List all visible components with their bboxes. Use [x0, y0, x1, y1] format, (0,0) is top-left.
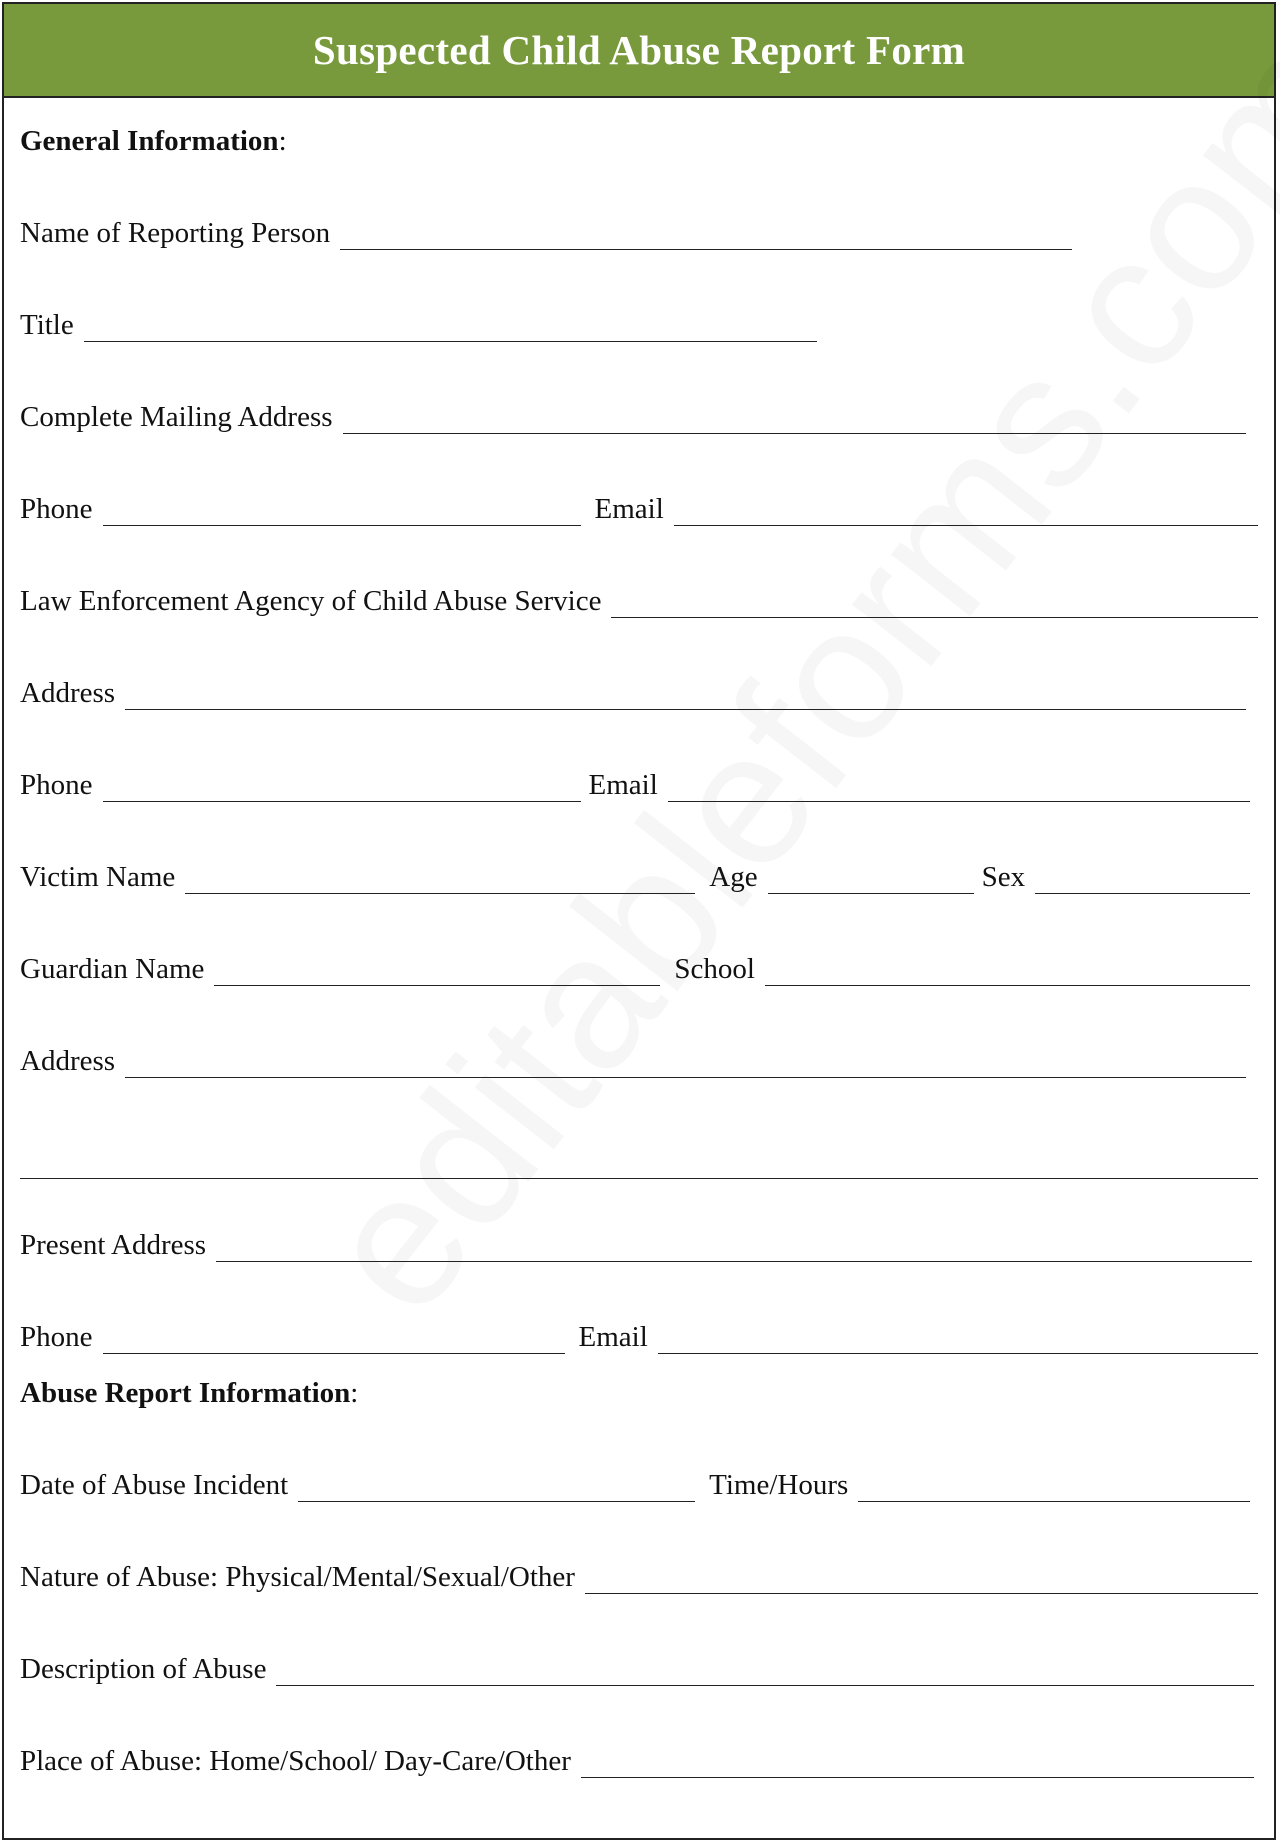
- agency-field[interactable]: [611, 595, 1258, 618]
- form-frame: [2, 2, 1276, 1840]
- guardian-address-label: Address: [20, 1045, 116, 1077]
- mailing-address-label: Complete Mailing Address: [20, 401, 333, 433]
- age-field[interactable]: [768, 871, 974, 894]
- watermark: [279, 273, 1190, 1353]
- incident-date-label: Date of Abuse Incident: [20, 1469, 289, 1501]
- description-field[interactable]: [276, 1663, 1254, 1686]
- form-title: Suspected Child Abuse Report Form: [312, 27, 966, 73]
- general-heading-colon: :: [278, 125, 287, 157]
- reporter-phone-field[interactable]: [103, 503, 581, 526]
- time-hours-field[interactable]: [858, 1479, 1250, 1502]
- age-label: Age: [709, 861, 758, 893]
- title-row: [20, 296, 1258, 340]
- reporter-phone-label: Phone: [20, 493, 93, 525]
- agency-address-row: [20, 664, 1258, 708]
- sex-field[interactable]: [1035, 871, 1250, 894]
- agency-phone-field[interactable]: [103, 779, 581, 802]
- guardian-address-row: [20, 1032, 1258, 1076]
- present-phone-field[interactable]: [103, 1331, 565, 1354]
- present-phone-label: Phone: [20, 1321, 93, 1353]
- description-label: Description of Abuse: [20, 1653, 267, 1685]
- time-hours-label: Time/Hours: [709, 1469, 849, 1501]
- guardian-row: [20, 940, 1258, 984]
- present-contact-row: [20, 1308, 1258, 1352]
- victim-name-field[interactable]: [185, 871, 695, 894]
- title-label: Title: [20, 309, 74, 341]
- place-field[interactable]: [581, 1755, 1254, 1778]
- description-row: [20, 1640, 1258, 1684]
- victim-name-label: Victim Name: [20, 861, 176, 893]
- agency-email-label: Email: [588, 769, 658, 801]
- abuse-heading-row: [20, 1364, 1258, 1408]
- agency-email-field[interactable]: [668, 779, 1250, 802]
- incident-date-field[interactable]: [298, 1479, 695, 1502]
- present-email-field[interactable]: [658, 1331, 1258, 1354]
- address-continuation-line[interactable]: [20, 1178, 1258, 1179]
- incident-row: [20, 1456, 1258, 1500]
- agency-address-label: Address: [20, 677, 116, 709]
- school-field[interactable]: [765, 963, 1250, 986]
- reporting-person-label: Name of Reporting Person: [20, 217, 331, 249]
- agency-phone-label: Phone: [20, 769, 93, 801]
- nature-label: Nature of Abuse: Physical/Mental/Sexual/Other: [20, 1561, 575, 1593]
- place-row: [20, 1732, 1258, 1776]
- abuse-heading: Abuse Report Information: [20, 1377, 351, 1409]
- mailing-address-field[interactable]: [343, 411, 1246, 434]
- reporter-email-label: Email: [594, 493, 664, 525]
- general-heading: General Information: [20, 125, 279, 157]
- reporter-email-field[interactable]: [674, 503, 1258, 526]
- agency-row: [20, 572, 1258, 616]
- abuse-heading-colon: :: [350, 1377, 359, 1409]
- present-address-row: [20, 1216, 1258, 1260]
- form-header: [4, 4, 1274, 98]
- agency-label: Law Enforcement Agency of Child Abuse Service: [20, 585, 602, 617]
- reporting-person-field[interactable]: [340, 227, 1072, 250]
- school-label: School: [674, 953, 755, 985]
- nature-field[interactable]: [585, 1571, 1258, 1594]
- guardian-address-field[interactable]: [125, 1055, 1246, 1078]
- mailing-address-row: [20, 388, 1258, 432]
- sex-label: Sex: [981, 861, 1026, 893]
- present-address-label: Present Address: [20, 1229, 207, 1261]
- present-address-field[interactable]: [216, 1239, 1252, 1262]
- guardian-name-label: Guardian Name: [20, 953, 205, 985]
- victim-row: [20, 848, 1258, 892]
- present-email-label: Email: [578, 1321, 648, 1353]
- guardian-name-field[interactable]: [214, 963, 660, 986]
- title-field[interactable]: [84, 319, 817, 342]
- reporting-person-row: [20, 204, 1258, 248]
- agency-contact-row: [20, 756, 1258, 800]
- agency-address-field[interactable]: [125, 687, 1246, 710]
- place-label: Place of Abuse: Home/School/ Day-Care/Other: [20, 1745, 571, 1777]
- general-heading-row: [20, 112, 1258, 156]
- reporter-contact-row: [20, 480, 1258, 524]
- nature-row: [20, 1548, 1258, 1592]
